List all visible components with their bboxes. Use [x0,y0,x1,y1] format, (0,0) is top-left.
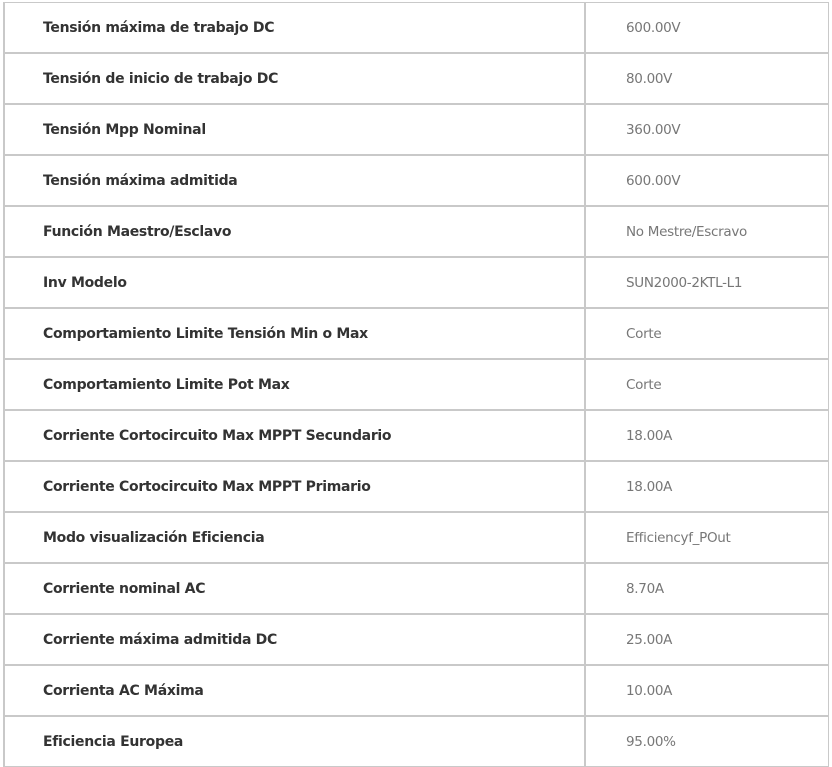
row-value: Corte [585,359,829,410]
table-row [4,53,829,104]
row-value: 600.00V [585,155,829,206]
row-label: Tensión de inicio de trabajo DC [4,53,585,104]
row-value: Corte [585,308,829,359]
row-label: Modo visualización Eficiencia [4,512,585,563]
table-row [4,716,829,767]
row-label: Corriente nominal AC [4,563,585,614]
table-row [4,155,829,206]
table-row [4,206,829,257]
row-label: Inv Modelo [4,257,585,308]
row-label: Tensión máxima de trabajo DC [4,3,585,54]
row-value: 25.00A [585,614,829,665]
row-label: Función Maestro/Esclavo [4,206,585,257]
table-row [4,614,829,665]
row-label: Comportamiento Limite Pot Max [4,359,585,410]
row-value: No Mestre/Escravo [585,206,829,257]
row-value: 95.00% [585,716,829,767]
table-row [4,308,829,359]
row-label: Corrienta AC Máxima [4,665,585,716]
row-value: Efficiencyf_POut [585,512,829,563]
row-label: Tensión Mpp Nominal [4,104,585,155]
table-row [4,257,829,308]
row-value: 8.70A [585,563,829,614]
row-label: Comportamiento Limite Tensión Min o Max [4,308,585,359]
specifications-table [3,2,829,767]
row-label: Corriente Cortocircuito Max MPPT Secundario [4,410,585,461]
row-value: 80.00V [585,53,829,104]
row-value: 360.00V [585,104,829,155]
row-value: 600.00V [585,3,829,54]
table-row [4,461,829,512]
table-row [4,359,829,410]
row-label: Corriente máxima admitida DC [4,614,585,665]
table-row [4,512,829,563]
row-label: Eficiencia Europea [4,716,585,767]
table-row [4,665,829,716]
table-row [4,563,829,614]
table-row [4,104,829,155]
row-label: Corriente Cortocircuito Max MPPT Primario [4,461,585,512]
row-value: 18.00A [585,461,829,512]
table-row [4,3,829,54]
row-label: Tensión máxima admitida [4,155,585,206]
row-value: 10.00A [585,665,829,716]
table-row [4,410,829,461]
row-value: SUN2000-2KTL-L1 [585,257,829,308]
row-value: 18.00A [585,410,829,461]
